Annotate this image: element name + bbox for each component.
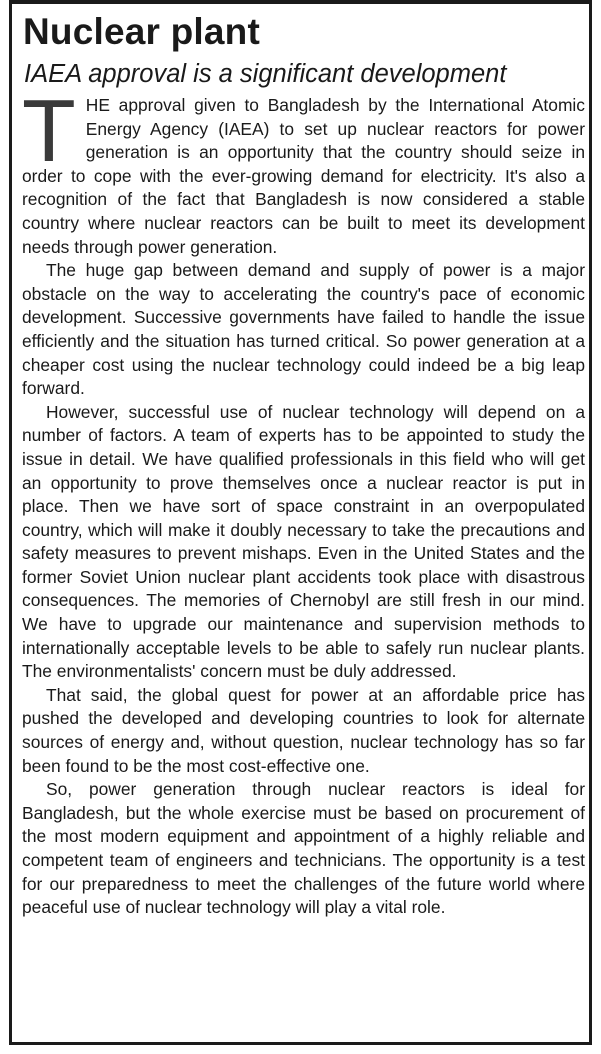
paragraph-5: So, power generation through nuclear reactors is ideal for Bangladesh, but the whole exercise must be based on procurement of the most modern equipment and appointment of a highly reliable and competent team of engineers and technicians. The opportunity is a test for our preparedness to meet the challenges of the future world where peaceful use of nuclear technology will play a vital role.	[22, 779, 585, 918]
paragraph-4: That said, the global quest for power at an affordable price has pushed the developed and developing countries to look for alternate sources of energy and, without question, nuclear technology has so far been found to be the most cost-effective one.	[22, 684, 585, 776]
drop-cap: T	[22, 81, 76, 180]
paragraph-3: However, successful use of nuclear technology will depend on a number of factors. A team of experts has to be appointed to study the issue in detail. We have qualified professionals in this field who will get an opportunity to prove themselves once a nuclear reactor is put in place. Then we have sort of space constraint in an overpopulated country, which will make it doubly necessary to take the precautions and safety measures to prevent mishaps. Even in the United States and the former Soviet Union nuclear plant accidents took place with disastrous consequences. The memories of Chernobyl are still fresh in our mind. We have to upgrade our maintenance and supervision methods to internationally acceptable levels to be able to safely run nuclear plants. The environmentalists' concern must be duly addressed.	[22, 401, 585, 682]
paragraph-1-text: HE approval given to Bangladesh by the International Atomic Energy Agency (IAEA) to set up nuclear reactors for power generation is an opportunity that the country should seize in order to cope with the ever-growing demand for electricity. It's also a recognition of the fact that Bangladesh is now considered a stable country where nuclear reactors can be built to meet its development needs through power generation.	[22, 95, 585, 257]
paragraph-2: The huge gap between demand and supply of power is a major obstacle on the way to accelerating the country's pace of economic development. Successive governments have failed to handle the issue efficiently and the situation has turned critical. So power generation at a cheaper cost using the nuclear technology could indeed be a big leap forward.	[22, 260, 585, 399]
article-body	[22, 81, 585, 920]
subheadline: IAEA approval is a significant development	[24, 60, 507, 88]
headline: Nuclear plant	[23, 11, 260, 52]
paragraph-1	[22, 81, 585, 259]
